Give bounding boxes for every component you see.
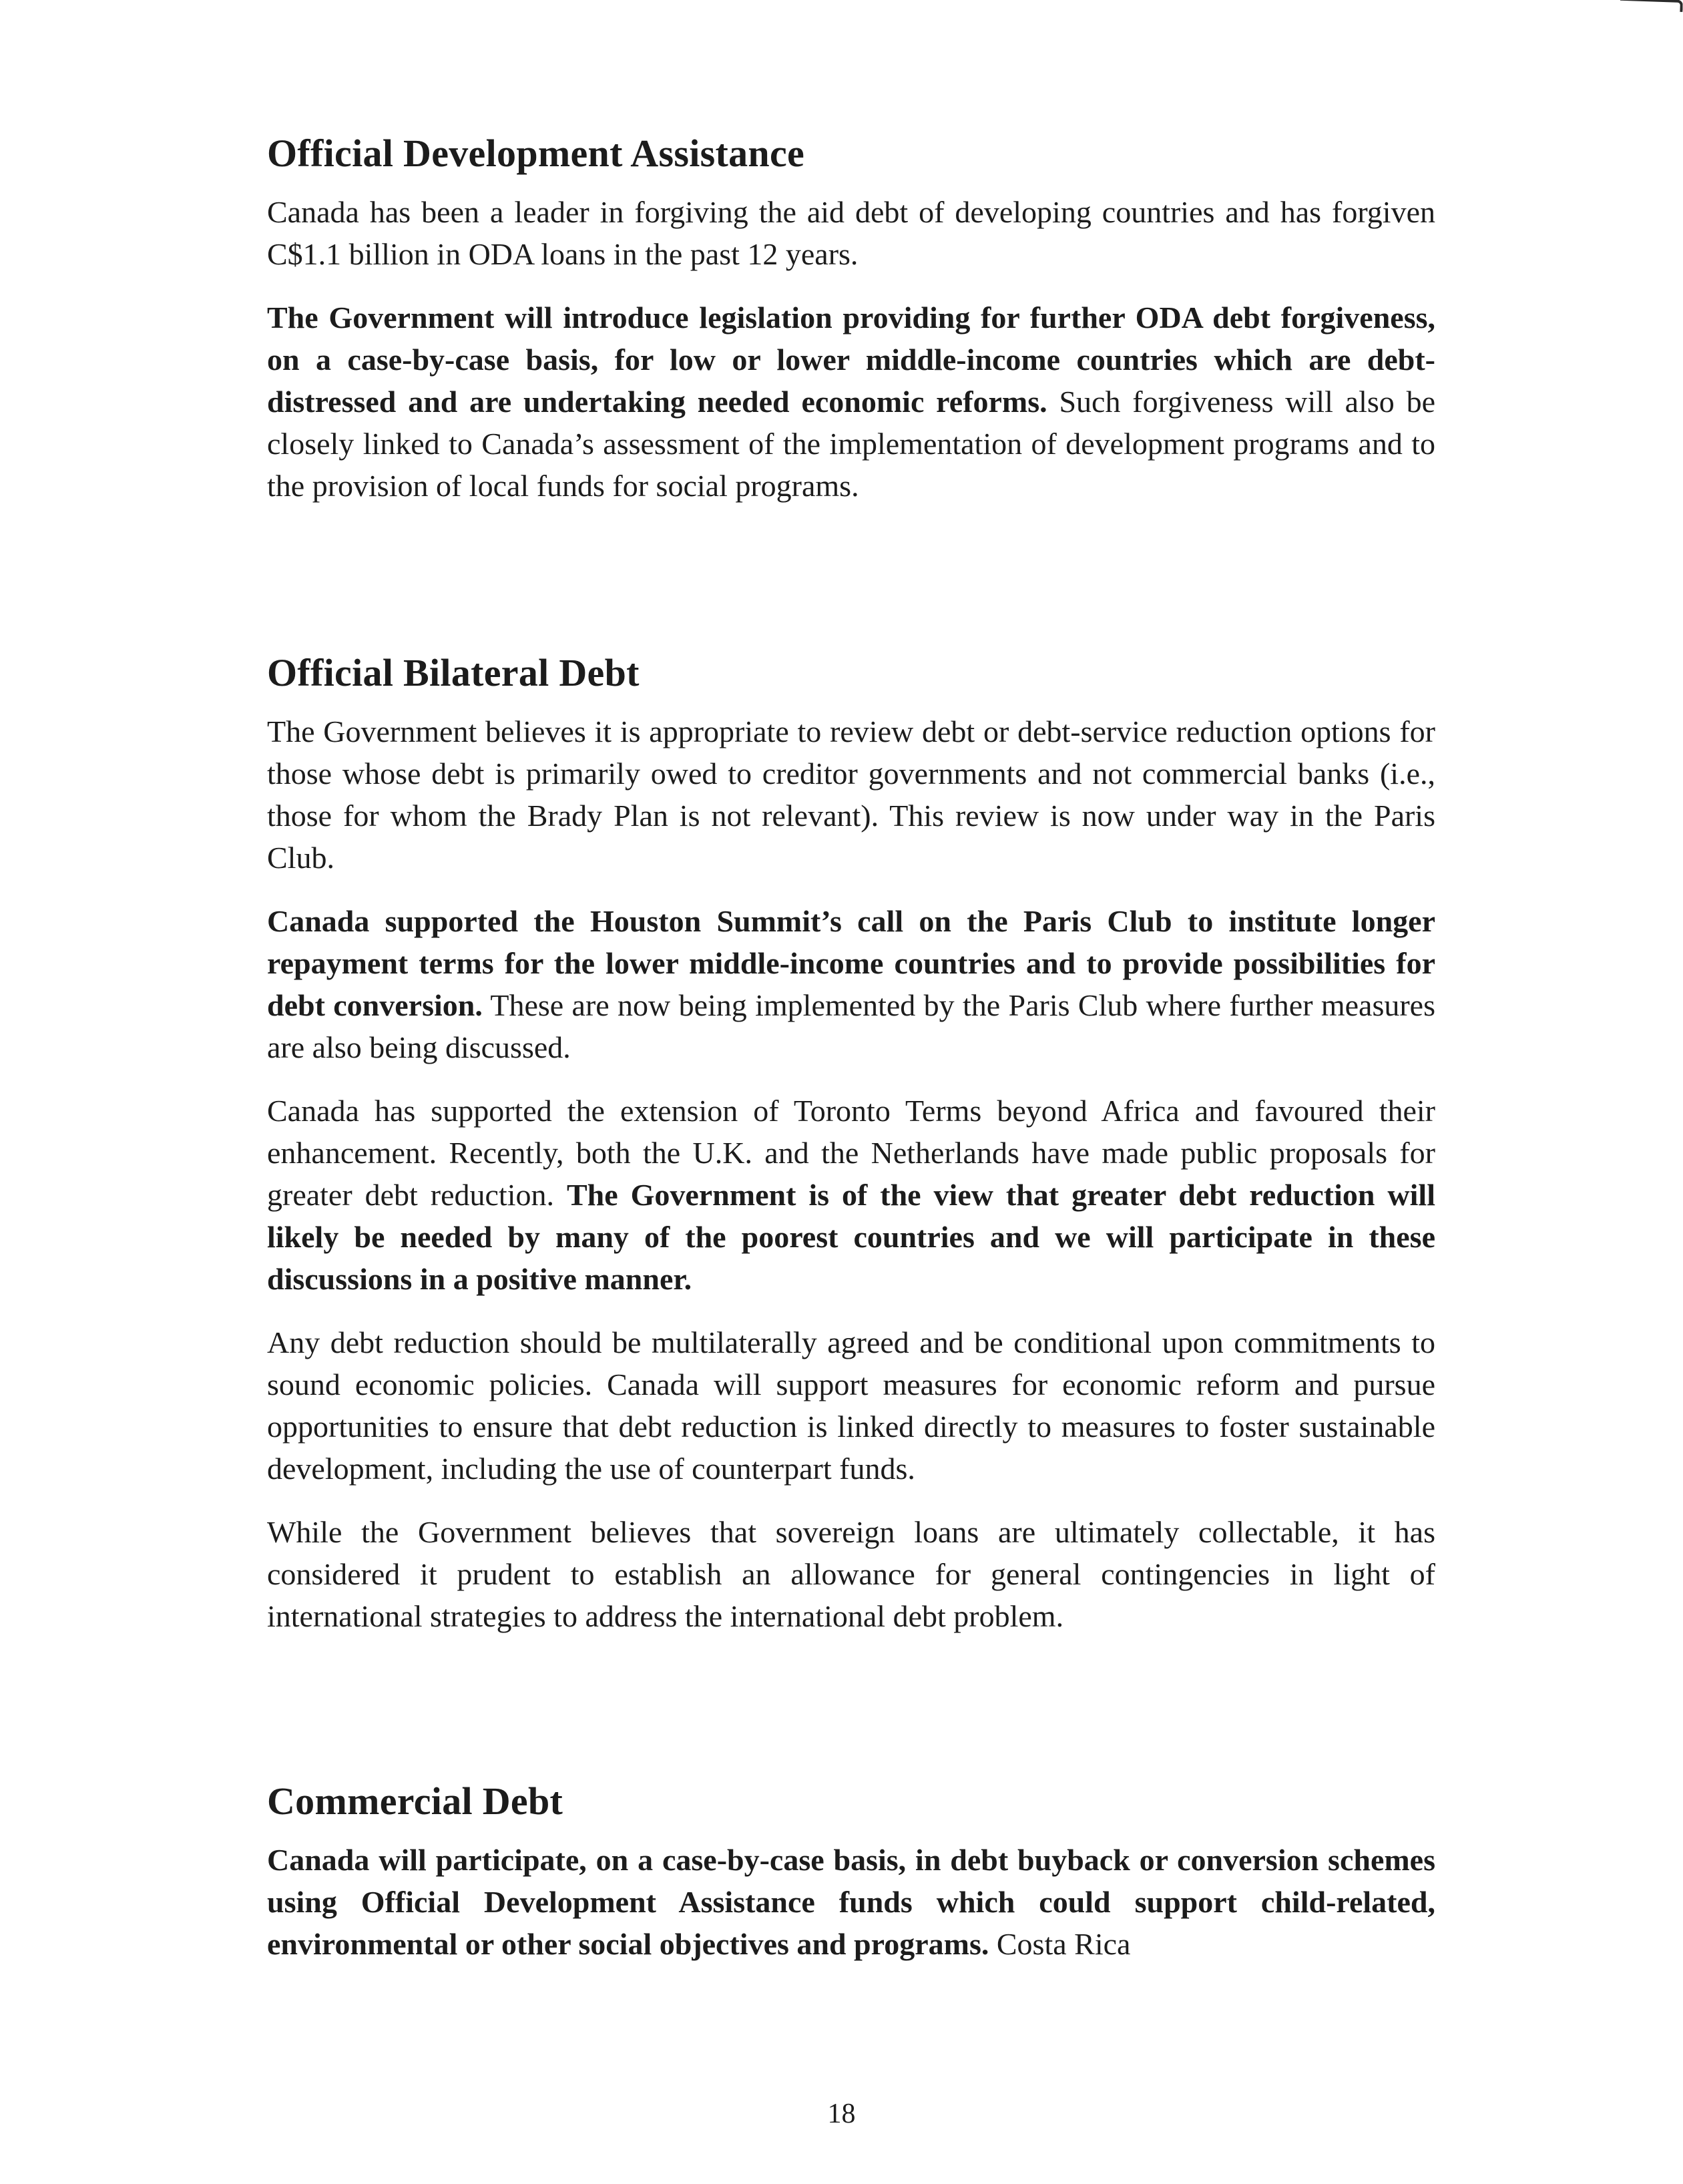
bilateral-paragraph-3 [267,1090,1435,1300]
section-commercial-debt [267,1779,1435,1965]
bilateral-paragraph-2 [267,900,1435,1068]
oda-paragraph-2-text: Such forgiveness will also be closely linked to Canada’s assessment of the implementation of development programs and to the provision of local funds for social programs. [267,384,1435,503]
commercial-paragraph-1-bold: Canada will participate, on a case-by-case basis, in debt buyback or conversion schemes using Official Development Assistance funds which could support child-related, environmental or other social objectives and programs. [267,1842,1435,1961]
bilateral-paragraph-1: The Government believes it is appropriate to review debt or debt-service reduction options for those whose debt is primarily owed to creditor governments and not commercial banks (i.e., those for whom the Brady Plan is not relevant). This review is now under way in the Paris Club. [267,714,1435,875]
bilateral-paragraph-3-bold: The Government is of the view that greater debt reduction will likely be needed by many of the poorest countries and we will participate in these discussions in a positive manner. [267,1177,1435,1296]
bilateral-paragraph-2-bold: Canada supported the Houston Summit’s call on the Paris Club to institute longer repayment terms for the lower middle-income countries and to provide possibilities for debt conversion. [267,903,1435,1022]
page-number: 18 [827,2099,856,2129]
commercial-paragraph-1 [267,1839,1435,1965]
commercial-paragraph-1-text: Costa Rica [989,1926,1131,1961]
section-official-bilateral-debt [267,651,1435,1637]
bilateral-paragraph-3-text: Canada has supported the extension of Toronto Terms beyond Africa and favoured their enhancement. Recently, both the U.K. and the Netherlands have made public proposals for greater debt reduction. [267,1093,1435,1212]
section-heading-oda: Official Development Assistance [267,132,805,175]
bilateral-paragraph-4: Any debt reduction should be multilaterally agreed and be conditional upon commitments to sound economic policies. Canada will support measures for economic reform and pursue opportunities to ensure that debt reduction is linked directly to measures to foster sustainable development, including the use of counterpart funds. [267,1325,1435,1486]
section-heading-bilateral: Official Bilateral Debt [267,651,640,694]
bilateral-paragraph-5: While the Government believes that sovereign loans are ultimately collectable, it has considered it prudent to establish an allowance for general contingencies in light of international strategies to address the international debt problem. [267,1514,1435,1633]
oda-paragraph-2 [267,296,1435,507]
section-heading-commercial: Commercial Debt [267,1779,563,1823]
section-official-development-assistance [267,132,1435,507]
bilateral-paragraph-2-text: These are now being implemented by the Paris Club where further measures are also being discussed. [267,988,1436,1064]
oda-paragraph-1: Canada has been a leader in forgiving the aid debt of developing countries and has forgiven C$1.1 billion in ODA loans in the past 12 years. [267,194,1435,271]
oda-paragraph-2-bold: The Government will introduce legislation providing for further ODA debt forgiveness, on a case-by-case basis, for low or lower middle-income countries which are debt-distressed and are undertaking needed economic reforms. [267,300,1435,419]
page-edge-mark [1620,0,1683,12]
